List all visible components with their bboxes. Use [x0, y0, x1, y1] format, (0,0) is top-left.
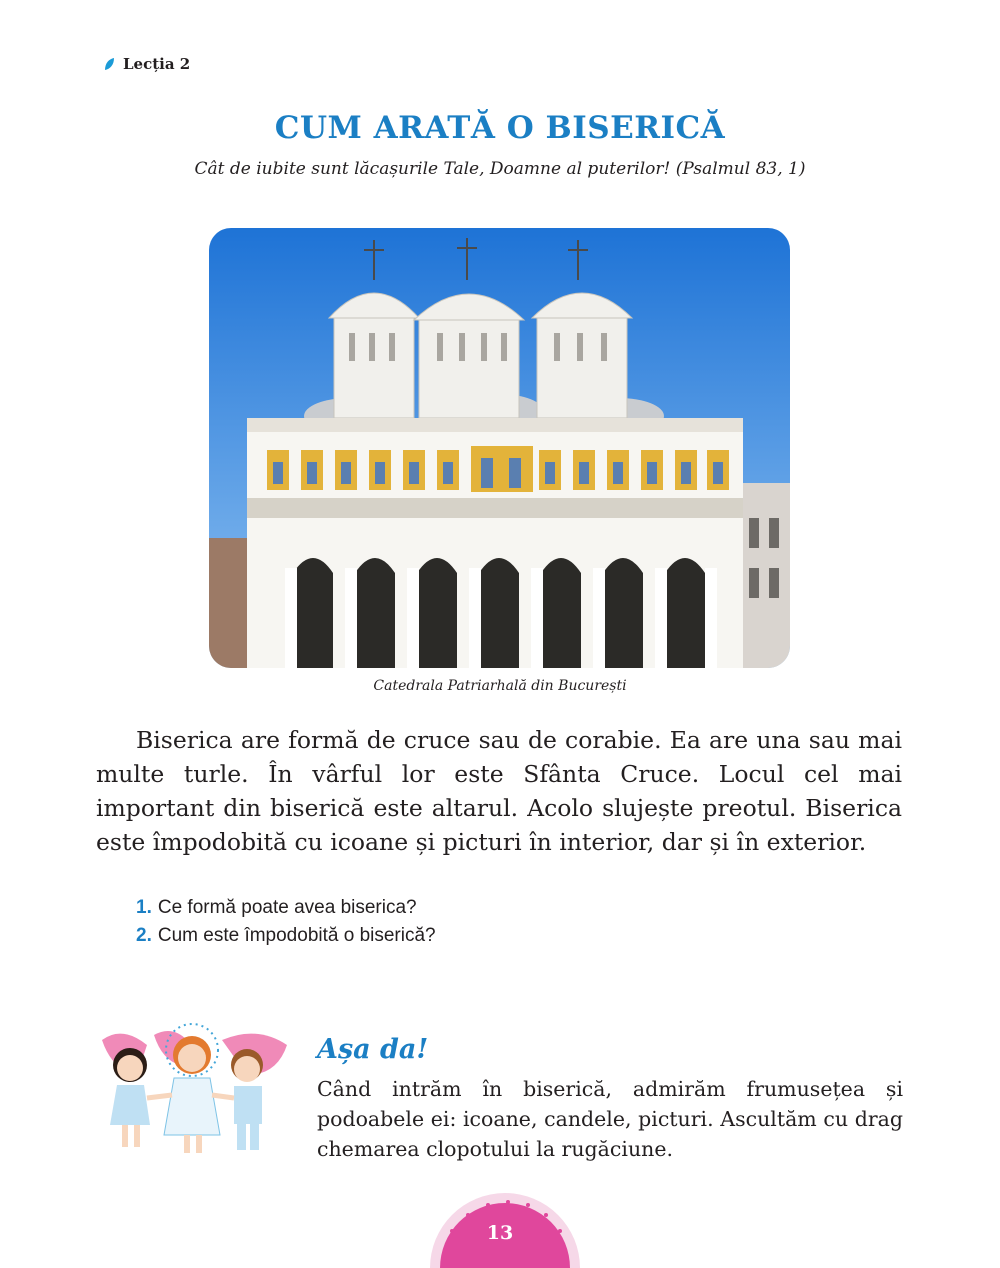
- tip-title: Așa da!: [317, 1034, 429, 1065]
- questions-list: [136, 894, 436, 950]
- lesson-label: Lecția 2: [123, 55, 191, 73]
- question-item: [136, 922, 436, 950]
- cathedral-photo: [209, 228, 790, 668]
- tip-text: Când intrăm în biserică, admirăm frumusețea și podoabele ei: icoane, candele, picturi. Ascultăm cu drag chemarea clopotului la rugăciune.: [317, 1077, 903, 1161]
- body-paragraph: Biserica are formă de cruce sau de corabie. Ea are una sau mai multe turle. În vârful lor este Sfânta Cruce. Locul cel mai important din biserică este altarul. Acolo slujește preotul. Biserica este împodobită cu icoane și picturi în interior, dar și în exterior.: [96, 726, 902, 856]
- page-title: CUM ARATĂ O BISERICĂ: [274, 110, 726, 146]
- page-number: 13: [486, 1222, 514, 1244]
- children-angels-illustration: [92, 1020, 297, 1160]
- leaf-icon: [104, 57, 115, 71]
- question-number: 2.: [136, 925, 152, 946]
- question-number: 1.: [136, 897, 152, 918]
- question-text: Ce formă poate avea biserica?: [157, 897, 417, 918]
- lesson-tag: [104, 55, 190, 73]
- question-text: Cum este împodobită o biserică?: [157, 925, 436, 946]
- question-item: [136, 894, 436, 922]
- photo-caption: Catedrala Patriarhală din București: [373, 678, 627, 694]
- epigraph: Cât de iubite sunt lăcașurile Tale, Doamne al puterilor! (Psalmul 83, 1): [194, 159, 806, 179]
